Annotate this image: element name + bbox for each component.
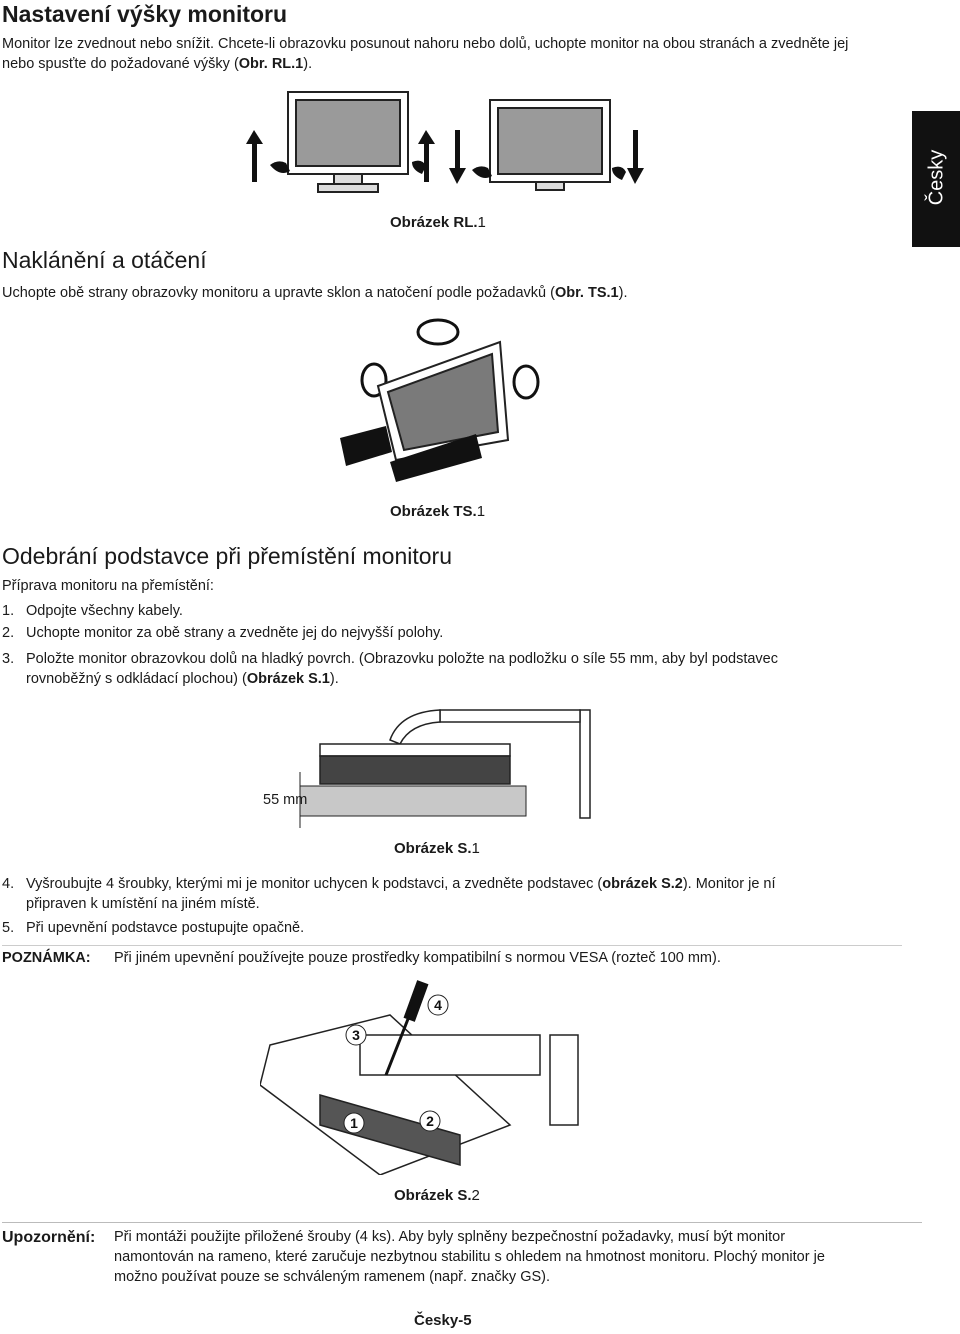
monitor-facedown-illustration xyxy=(320,744,510,784)
list-item: 1. Odpojte všechny kabely. xyxy=(2,603,183,619)
figure-rl1 xyxy=(240,90,660,200)
note-text: Při jiném upevnění používejte pouze prostředky kompatibilní s normou VESA (rozteč 100 mm). xyxy=(114,950,721,966)
callout-2: 2 xyxy=(426,1113,434,1129)
warning-line: namontován na rameno, které zaručuje nezbytnou stabilitu s ohledem na hmotnost monitoru. Plochý monitor je xyxy=(114,1249,825,1265)
page-number: Česky-5 xyxy=(414,1312,472,1329)
removal-intro: Příprava monitoru na přemístění: xyxy=(2,578,214,594)
callout-4: 4 xyxy=(434,997,442,1013)
list-item: 3. Položte monitor obrazovkou dolů na hladký povrch. (Obrazovku položte na podložku o síle 55 mm, aby byl podstavec xyxy=(2,651,778,667)
section-text-height: Monitor lze zvednout nebo snížit. Chcete-li obrazovku posunout nahoru nebo dolů, uchopte monitor na obou stranách a zvedněte jej nebo spusťte do požadované výšky (Obr. RL.1). xyxy=(2,36,849,72)
figure-s1 xyxy=(250,700,600,830)
warning-line: Při montáži použijte přiložené šrouby (4 ks). Aby byly splněny bezpečnostní požadavky, musí být monitor xyxy=(114,1229,786,1245)
figure-caption-s2: Obrázek S.2 xyxy=(394,1187,480,1204)
list-item-continued: připraven k umístění na jiném místě. xyxy=(26,896,260,912)
removal-steps-continued xyxy=(2,874,902,938)
figure-s2 xyxy=(260,975,620,1175)
note xyxy=(2,945,902,968)
monitor-right-illustration xyxy=(490,100,610,190)
callout-1: 1 xyxy=(350,1115,358,1131)
warning xyxy=(2,1222,922,1287)
section-title-removal: Odebrání podstavce při přemístění monitoru xyxy=(2,543,453,569)
monitor-left-illustration xyxy=(288,92,408,192)
list-item: 5. Při upevnění podstavce postupujte opačně. xyxy=(2,920,305,936)
warning-line: možno používat pouze se schváleným ramenem (např. značky GS). xyxy=(114,1269,550,1285)
dimension-label: 55 mm xyxy=(263,792,308,808)
section-text-tilt: Uchopte obě strany obrazovky monitoru a upravte sklon a natočení podle požadavků (Obr. TS.1). xyxy=(2,285,628,301)
list-item: 4. Vyšroubujte 4 šroubky, kterými mi je monitor uchycen k podstavci, a zvedněte podstavec (obrázek S.2). Monitor je ní xyxy=(2,876,776,892)
section-title-tilt: Naklánění a otáčení xyxy=(2,247,207,273)
language-tab: Česky xyxy=(912,111,960,247)
removal-steps xyxy=(2,601,902,689)
warning-label: Upozornění: xyxy=(2,1229,96,1246)
note-label: POZNÁMKA: xyxy=(2,950,91,966)
figure-caption-ts1: Obrázek TS.1 xyxy=(390,503,486,520)
list-item: 2. Uchopte monitor za obě strany a zvedněte jej do nejvyšší polohy. xyxy=(2,625,444,641)
figure-ts1 xyxy=(330,312,560,492)
section-title-height: Nastavení výšky monitoru xyxy=(2,1,288,27)
figure-caption-rl1: Obrázek RL.1 xyxy=(390,214,486,231)
figure-caption-s1: Obrázek S.1 xyxy=(394,840,480,857)
tilted-monitor-illustration xyxy=(378,342,508,460)
padding-block xyxy=(300,786,526,816)
callout-3: 3 xyxy=(352,1027,360,1043)
list-item-continued: rovnoběžný s odkládací plochou) (Obrázek S.1). xyxy=(26,671,339,687)
